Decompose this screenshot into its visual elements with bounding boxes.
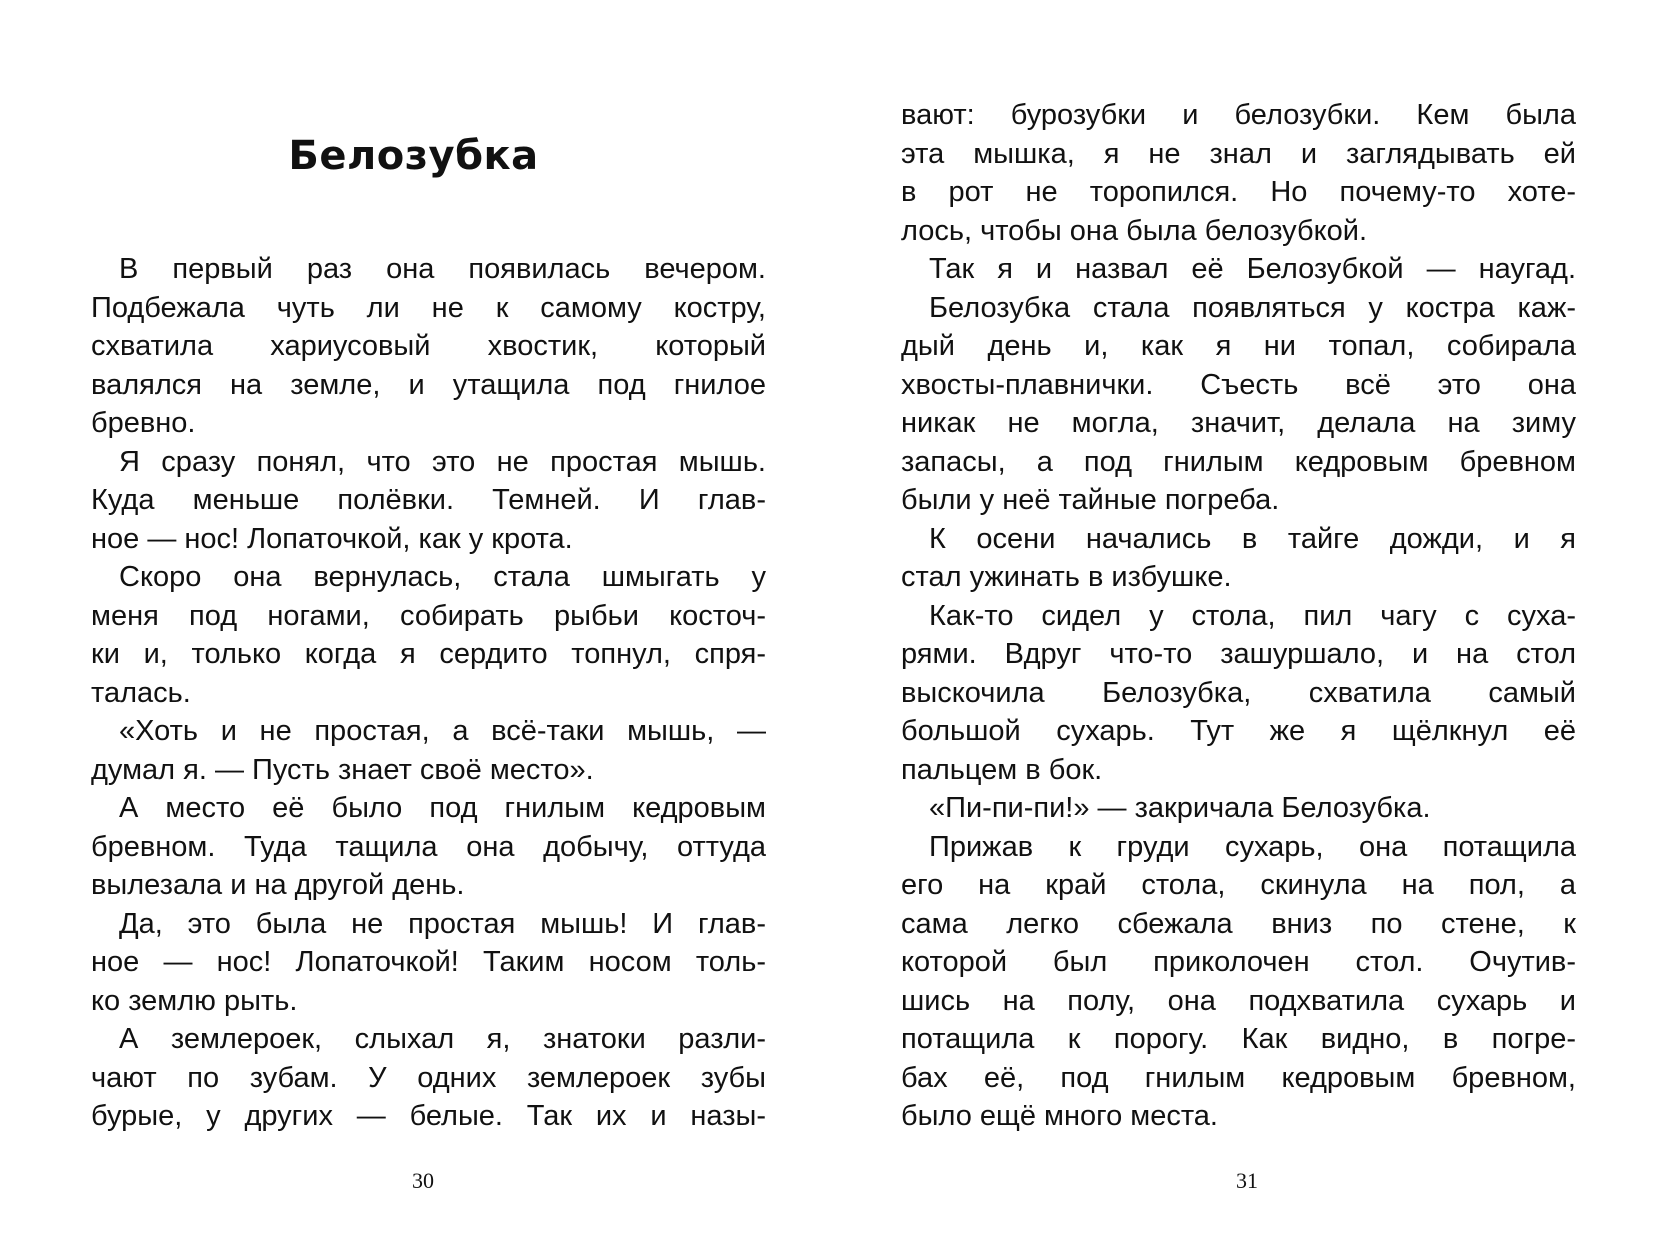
text-line: бах её, под гнилым кедровым бревном, <box>901 1061 1576 1094</box>
text-line: дый день и, как я ни топал, собирала <box>901 330 1576 362</box>
right-page-text <box>901 96 1576 1136</box>
text-line: думал я. — Пусть знает своё место». <box>91 753 594 786</box>
text-line: схватила хариусовый хвостик, который <box>91 330 766 362</box>
left-page-text <box>91 250 766 1136</box>
text-line: ное — нос! Лопаточкой, как у крота. <box>91 522 573 555</box>
right-page <box>827 0 1654 1241</box>
text-line: рями. Вдруг что-то зашуршало, и на стол <box>901 638 1576 670</box>
text-line: А место её было под гнилым кедровым <box>119 792 766 824</box>
text-line: хвосты-плавнички. Съесть всё это она <box>901 368 1576 401</box>
text-line: были у неё тайные погреба. <box>901 484 1280 516</box>
text-line: эта мышка, я не знал и заглядывать ей <box>901 137 1576 170</box>
text-line: Так я и назвал её Белозубкой — наугад. <box>929 253 1576 285</box>
text-line: К осени начались в тайге дожди, и я <box>929 522 1576 555</box>
text-line: большой сухарь. Тут же я щёлкнул её <box>901 715 1576 747</box>
text-line: пальцем в бок. <box>901 753 1103 786</box>
text-line: никак не могла, значит, делала на зиму <box>901 407 1576 439</box>
text-line: лось, чтобы она была белозубкой. <box>901 214 1367 247</box>
text-line: сама легко сбежала вниз по стене, к <box>901 907 1576 940</box>
text-line: было ещё много места. <box>901 1100 1218 1132</box>
text-line: вылезала и на другой день. <box>91 869 465 901</box>
text-line: Я сразу понял, что это не простая мышь. <box>119 445 766 478</box>
text-line: которой был приколочен стол. Очутив- <box>901 946 1576 978</box>
text-line: бурые, у других — белые. Так их и назы- <box>91 1100 766 1132</box>
text-line: А землероек, слыхал я, знатоки разли- <box>119 1023 766 1055</box>
text-line: Подбежала чуть ли не к самому костру, <box>91 291 766 324</box>
chapter-title: Белозубка <box>288 133 539 179</box>
text-line: бревно. <box>91 407 196 439</box>
left-page-number: 30 <box>412 1168 434 1193</box>
text-line: Белозубка стала появляться у костра каж- <box>929 291 1576 324</box>
text-line: чают по зубам. У одних землероек зубы <box>91 1061 766 1094</box>
text-line: в рот не торопился. Но почему-то хоте- <box>901 176 1576 208</box>
right-page-number: 31 <box>1236 1168 1258 1193</box>
text-line: талась. <box>91 676 191 709</box>
text-line: валялся на земле, и утащила под гнилое <box>91 368 766 401</box>
text-line: шись на полу, она подхватила сухарь и <box>901 984 1576 1017</box>
text-line: Прижав к груди сухарь, она потащила <box>929 830 1576 863</box>
text-line: Как-то сидел у стола, пил чагу с суха- <box>929 599 1576 632</box>
text-line: потащила к порогу. Как видно, в погре- <box>901 1023 1576 1055</box>
text-line: вают: бурозубки и белозубки. Кем была <box>901 99 1576 131</box>
text-line: его на край стола, скинула на пол, а <box>901 869 1576 901</box>
text-line: бревном. Туда тащила она добычу, оттуда <box>91 830 766 863</box>
text-line: ко землю рыть. <box>91 984 298 1017</box>
text-line: «Хоть и не простая, а всё-таки мышь, — <box>119 715 766 747</box>
text-line: Куда меньше полёвки. Темней. И глав- <box>91 484 766 516</box>
text-line: ки и, только когда я сердито топнул, спря- <box>91 638 766 670</box>
text-line: меня под ногами, собирать рыбьи косточ- <box>91 599 766 632</box>
text-line: стал ужинать в избушке. <box>901 561 1232 593</box>
text-line: выскочила Белозубка, схватила самый <box>901 676 1576 709</box>
text-line: «Пи-пи-пи!» — закричала Белозубка. <box>929 792 1431 824</box>
text-line: Да, это была не простая мышь! И глав- <box>119 907 766 940</box>
text-line: ное — нос! Лопаточкой! Таким носом толь- <box>91 946 766 978</box>
text-line: запасы, а под гнилым кедровым бревном <box>901 445 1576 478</box>
text-line: Скоро она вернулась, стала шмыгать у <box>119 561 766 593</box>
text-line: В первый раз она появилась вечером. <box>119 253 766 285</box>
